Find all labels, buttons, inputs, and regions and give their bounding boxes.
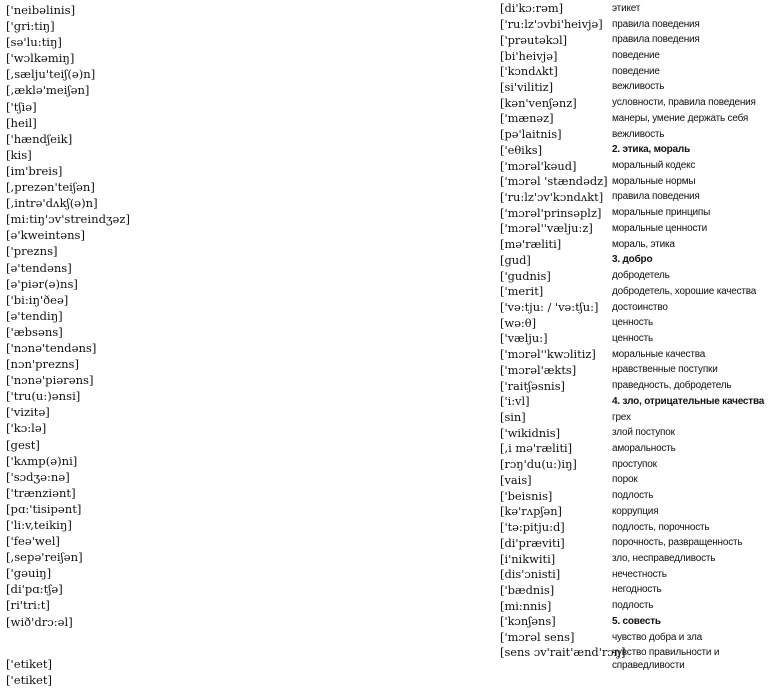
transcription-line: ['sɔdʒə:nə]	[6, 469, 70, 484]
entry-translation: поведение	[612, 50, 660, 62]
transcription-line: [gest]	[6, 437, 40, 452]
entry-transcription: [si'vilitiz]	[500, 79, 554, 94]
transcription-line: [,sælju'teiʃ(ə)n]	[6, 67, 96, 82]
transcription-line: [,æklə'meiʃən]	[6, 83, 90, 98]
transcription-line: [sə'lu:tiŋ]	[6, 35, 62, 50]
entry-translation: негодность	[612, 584, 662, 596]
glossary-entry	[500, 504, 776, 520]
glossary-entry	[500, 598, 776, 614]
glossary-entry	[500, 174, 776, 190]
transcription-line: [di'pɑ:tʃə]	[6, 582, 63, 597]
transcription-line: ['tʃiə]	[6, 99, 37, 114]
entry-translation: чувство правильности и справедливости	[612, 647, 720, 672]
entry-translation: моральные ценности	[612, 222, 708, 234]
entry-translation: злой поступок	[612, 427, 675, 439]
glossary-entry	[500, 142, 776, 158]
glossary-entry	[500, 237, 776, 253]
transcription-line: ['trænziənt]	[6, 485, 76, 500]
glossary-entry	[500, 473, 776, 489]
section-heading-translation: 3. добро	[612, 254, 653, 266]
entry-translation: ценность	[612, 317, 653, 329]
transcription-line: ['wɔlkəmiŋ]	[6, 51, 75, 66]
entry-translation: добродетель, хорошие качества	[612, 285, 757, 297]
section-heading-translation: 5. совесть	[612, 615, 661, 627]
transcription-line: [kis]	[6, 147, 32, 162]
transcription-line: ['kɔ:lə]	[6, 421, 47, 436]
transcription-line: ['etiket]	[6, 657, 53, 671]
transcription-line: ['nɔnə'piərəns]	[6, 373, 94, 388]
right-glossary-column	[500, 1, 776, 677]
glossary-entry	[500, 17, 776, 33]
section-heading-translation: 2. этика, мораль	[612, 144, 691, 156]
entry-transcription: [di'præviti]	[500, 535, 565, 550]
glossary-entry	[500, 331, 776, 347]
entry-transcription: [dis'ɔnisti]	[500, 567, 561, 582]
transcription-line: ['neibəlinis]	[6, 3, 76, 17]
glossary-entry	[500, 378, 776, 394]
entry-transcription: [mə'ræliti]	[500, 237, 562, 252]
glossary-entry	[500, 205, 776, 221]
glossary-entry	[500, 221, 776, 237]
entry-translation: праведность, добродетель	[612, 380, 732, 392]
section-heading-translation: 4. зло, отрицательные качества	[612, 395, 765, 407]
transcription-line: ['æbsəns]	[6, 324, 63, 339]
entry-translation: манеры, умение держать себя	[612, 112, 749, 124]
transcription-line: [pɑ:'tisipənt]	[6, 501, 82, 516]
transcription-line: ['tru(u:)ənsi]	[6, 389, 81, 404]
entry-transcription: [,i mə'ræliti]	[500, 441, 573, 456]
entry-translation: правила поведения	[612, 18, 700, 30]
entry-transcription: ['mɔrəl'ækts]	[500, 362, 577, 377]
glossary-entry	[500, 80, 776, 96]
entry-translation: моральные нормы	[612, 175, 696, 187]
entry-transcription: ['mænəz]	[500, 111, 554, 126]
glossary-entry	[500, 394, 776, 410]
transcription-line: [ə'piər(ə)ns]	[6, 276, 78, 291]
entry-transcription: [sin]	[500, 410, 526, 425]
entry-translation: моральные качества	[612, 348, 706, 360]
transcription-line: [nɔn'prezns]	[6, 357, 80, 372]
entry-transcription: [gud]	[500, 252, 531, 267]
transcription-line: ['gəuiŋ]	[6, 566, 52, 581]
entry-translation: правила поведения	[612, 191, 700, 203]
entry-translation: вежливость	[612, 128, 665, 140]
entry-transcription: ['wikidnis]	[500, 425, 561, 440]
glossary-entry	[500, 64, 776, 80]
transcription-line: [ri'tri:t]	[6, 598, 50, 613]
transcription-line: ['etiket]	[6, 673, 53, 688]
entry-translation: этикет	[612, 2, 641, 14]
glossary-entry	[500, 284, 776, 300]
entry-transcription: [kən'venʃənz]	[500, 95, 577, 110]
glossary-entry	[500, 315, 776, 331]
entry-transcription: [bi'heivjə]	[500, 48, 558, 63]
transcription-line: ['feə'wel]	[6, 534, 60, 549]
transcription-line: [ə'tendəns]	[6, 260, 72, 275]
entry-transcription: ['mɔrəl'prinsəplz]	[500, 205, 602, 220]
glossary-entry	[500, 111, 776, 127]
entry-translation: порочность, развращенность	[612, 537, 743, 549]
glossary-entry	[500, 520, 776, 536]
glossary-entry	[500, 253, 776, 269]
entry-transcription: ['tə:pitju:d]	[500, 520, 565, 535]
entry-translation: условности, правила поведения	[612, 97, 756, 109]
transcription-line: ['prezns]	[6, 244, 58, 259]
entry-translation: нравственные поступки	[612, 364, 718, 376]
entry-transcription: [di'kɔ:rəm]	[500, 1, 564, 16]
entry-translation: достоинство	[612, 301, 668, 313]
glossary-entry	[500, 300, 776, 316]
entry-translation: проступок	[612, 458, 657, 470]
glossary-entry	[500, 410, 776, 426]
entry-translation: чувство добра и зла	[612, 631, 702, 643]
entry-transcription: ['mɔrəl''vælju:z]	[500, 221, 593, 236]
transcription-line: [,intrə'dʌkʃ(ə)n]	[6, 196, 98, 211]
glossary-entry	[500, 535, 776, 551]
entry-translation: грех	[612, 411, 631, 423]
glossary-entry	[500, 614, 776, 630]
transcription-line: ['bi:iŋ'ðeə]	[6, 292, 69, 307]
glossary-entry	[500, 1, 776, 17]
transcription-line: [,prezən'teiʃən]	[6, 180, 95, 195]
glossary-entry	[500, 425, 776, 441]
glossary-entry	[500, 48, 776, 64]
entry-transcription: [mi:nnis]	[500, 598, 552, 613]
entry-transcription: ['merit]	[500, 284, 544, 299]
entry-transcription: [kə'rʌpʃən]	[500, 504, 563, 519]
glossary-entry	[500, 347, 776, 363]
entry-transcription: ['i:vl]	[500, 394, 530, 409]
entry-transcription: [pə'laitnis]	[500, 127, 562, 142]
entry-transcription: ['eθiks]	[500, 142, 543, 157]
entry-transcription: ['kɔnʃəns]	[500, 614, 556, 629]
entry-transcription: [sens ɔv'rait'ænd'rɔŋ]	[500, 645, 626, 660]
glossary-entry	[500, 268, 776, 284]
left-transcription-column	[6, 2, 306, 630]
entry-transcription: [vais]	[500, 472, 532, 487]
entry-translation: ценность	[612, 332, 653, 344]
glossary-entry	[500, 583, 776, 599]
glossary-entry	[500, 190, 776, 206]
glossary-entry	[500, 441, 776, 457]
entry-translation: моральные принципы	[612, 207, 711, 219]
glossary-entry	[500, 158, 776, 174]
entry-translation: поведение	[612, 65, 660, 77]
entry-translation: добродетель	[612, 270, 670, 282]
entry-translation: зло, несправедливость	[612, 553, 716, 565]
entry-transcription: ['və:tju: / 'və:tʃu:]	[500, 300, 599, 315]
transcription-line: [ə'tendiŋ]	[6, 308, 63, 323]
glossary-entry	[500, 363, 776, 379]
entry-transcription: ['prəutəkɔl]	[500, 32, 568, 47]
left-bottom-transcriptions	[6, 656, 52, 688]
entry-translation: подлость	[612, 600, 654, 612]
entry-translation: нечестность	[612, 568, 667, 580]
transcription-line: [im'breis]	[6, 163, 63, 178]
entry-translation: правила поведения	[612, 34, 700, 46]
transcription-line: ['kʌmp(ə)ni]	[6, 453, 78, 468]
glossary-entry	[500, 95, 776, 111]
entry-translation: вежливость	[612, 81, 665, 93]
transcription-line: ['hændʃeik]	[6, 131, 73, 146]
entry-transcription: ['beisnis]	[500, 488, 553, 503]
glossary-entry	[500, 32, 776, 48]
entry-translation: аморальность	[612, 442, 676, 454]
transcription-line: ['gri:tiŋ]	[6, 19, 55, 34]
glossary-entry	[500, 567, 776, 583]
entry-transcription: ['ru:lz'ɔv'kɔndʌkt]	[500, 189, 604, 204]
transcription-line: [ə'kweintəns]	[6, 228, 86, 243]
transcription-line: ['nɔnə'tendəns]	[6, 340, 97, 355]
transcription-line: [wið'drɔ:əl]	[6, 614, 73, 629]
entry-transcription: [i'nikwiti]	[500, 551, 556, 566]
entry-transcription: [rɔŋ'du(u:)iŋ]	[500, 457, 577, 472]
entry-translation: моральный кодекс	[612, 160, 696, 172]
entry-translation: подлость, порочность	[612, 521, 710, 533]
entry-transcription: ['mɔrəl sens]	[500, 630, 575, 645]
transcription-line: [heil]	[6, 115, 37, 130]
glossary-entry	[500, 488, 776, 504]
glossary-entry	[500, 457, 776, 473]
entry-transcription: ['ru:lz'ɔvbi'heivjə]	[500, 17, 603, 32]
entry-transcription: ['raitʃəsnis]	[500, 378, 565, 393]
entry-transcription: ['vælju:]	[500, 331, 548, 346]
entry-transcription: ['gudnis]	[500, 268, 551, 283]
transcription-line: [mi:tiŋ'ɔv'streindʒəz]	[6, 212, 131, 227]
entry-transcription: ['bædnis]	[500, 582, 555, 597]
entry-transcription: ['kɔndʌkt]	[500, 64, 558, 79]
entry-translation: порок	[612, 474, 638, 486]
transcription-line: ['vizitə]	[6, 405, 50, 420]
entry-transcription: ['mɔrəl'kəud]	[500, 158, 577, 173]
glossary-entry	[500, 127, 776, 143]
transcription-line: ['li:v,teikiŋ]	[6, 518, 72, 532]
entry-transcription: ['mɔrəl''kwɔlitiz]	[500, 347, 596, 362]
entry-translation: мораль, этика	[612, 238, 675, 250]
glossary-entry	[500, 551, 776, 567]
entry-transcription: ['mɔrəl 'stændədz]	[500, 174, 608, 189]
glossary-entry	[500, 630, 776, 646]
entry-transcription: [wə:θ]	[500, 315, 537, 330]
entry-translation: коррупция	[612, 505, 659, 517]
transcription-line: [,sepə'reiʃən]	[6, 550, 83, 565]
glossary-entry	[500, 645, 776, 677]
entry-translation: подлость	[612, 490, 654, 502]
